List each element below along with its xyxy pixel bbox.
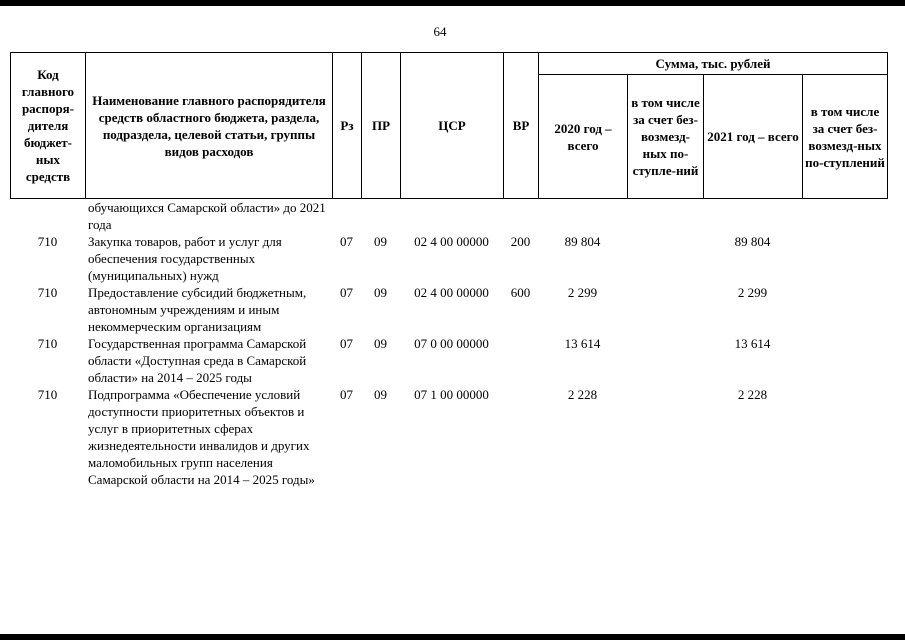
- cell-pr: 09: [374, 234, 387, 249]
- cell-2021-free: [802, 199, 887, 233]
- budget-table: [10, 52, 887, 488]
- header-sum: Сумма, тыс. рублей: [539, 53, 888, 75]
- cell-rz: 07: [340, 285, 353, 300]
- cell-code: [10, 199, 85, 233]
- cell-name: Государственная программа Самарской области «Доступная среда в Самарской области» на 2014 – 2025 годы: [88, 336, 307, 385]
- cell-csr: 07 1 00 00000: [414, 387, 489, 402]
- cell-2021-total: [703, 199, 802, 233]
- header-pr: ПР: [362, 53, 401, 199]
- cell-rz: [332, 199, 361, 233]
- cell-2020-total: 2 299: [567, 285, 598, 300]
- cell-vr: [503, 199, 538, 233]
- cell-2020-total: 13 614: [564, 336, 601, 351]
- cell-2020-free: [627, 335, 703, 386]
- cell-2020-free: [627, 199, 703, 233]
- cell-pr: [361, 199, 400, 233]
- header-name: Наименование главного распорядителя средств областного бюджета, раздела, подраздела, целевой статьи, группы видов расходов: [86, 53, 333, 199]
- cell-pr: 09: [374, 336, 387, 351]
- cell-pr: 09: [374, 285, 387, 300]
- cell-2021-free: [802, 335, 887, 386]
- cell-vr: [503, 386, 538, 488]
- header-vr: ВР: [504, 53, 539, 199]
- cell-2021-free: [802, 284, 887, 335]
- cell-2020-total: 2 228: [567, 387, 598, 402]
- cell-2021-total: 2 299: [737, 285, 768, 300]
- table-body: [10, 199, 887, 488]
- cell-code: 710: [37, 285, 58, 300]
- top-border-bar: [0, 0, 905, 6]
- cell-csr: 07 0 00 00000: [414, 336, 489, 351]
- header-csr: ЦСР: [401, 53, 504, 199]
- cell-2020-free: [627, 284, 703, 335]
- cell-2020-total: 89 804: [564, 234, 601, 249]
- header-2020-free: в том числе за счет без-возмезд-ных по-ступле-ний: [628, 75, 704, 199]
- cell-code: 710: [37, 387, 58, 402]
- cell-code: 710: [37, 336, 58, 351]
- header-2021-free: в том числе за счет без-возмезд-ных по-ступлений: [803, 75, 888, 199]
- cell-vr: 600: [510, 285, 531, 300]
- table-row: [10, 386, 887, 488]
- cell-rz: 07: [340, 336, 353, 351]
- cell-pr: 09: [374, 387, 387, 402]
- table-row: [10, 233, 887, 284]
- cell-name: обучающихся Самарской области» до 2021 года: [88, 200, 326, 232]
- cell-2021-free: [802, 233, 887, 284]
- cell-name: Предоставление субсидий бюджетным, автономным учреждениям и иным некоммерческим организациям: [88, 285, 307, 334]
- cell-name: Закупка товаров, работ и услуг для обеспечения государственных (муниципальных) нужд: [88, 234, 282, 283]
- cell-2021-total: 89 804: [734, 234, 771, 249]
- cell-2021-total: 2 228: [737, 387, 768, 402]
- cell-csr: [400, 199, 503, 233]
- cell-2020-free: [627, 386, 703, 488]
- cell-vr: [503, 335, 538, 386]
- table-row: [10, 284, 887, 335]
- table-row: [10, 335, 887, 386]
- bottom-border-bar: [0, 634, 905, 640]
- page-number: 64: [433, 24, 447, 39]
- cell-2020-free: [627, 233, 703, 284]
- table-row: [10, 199, 887, 233]
- cell-name: Подпрограмма «Обеспечение условий доступности приоритетных объектов и услуг в приоритетных сферах жизнедеятельности инвалидов и других маломобильных групп населения Самарской области на 2014 – 2025 годы»: [88, 387, 315, 487]
- cell-2021-free: [802, 386, 887, 488]
- cell-2021-total: 13 614: [734, 336, 771, 351]
- cell-csr: 02 4 00 00000: [414, 285, 489, 300]
- header-2021-total: 2021 год – всего: [704, 75, 803, 199]
- cell-rz: 07: [340, 234, 353, 249]
- cell-2020-total: [538, 199, 627, 233]
- header-rz: Рз: [333, 53, 362, 199]
- cell-rz: 07: [340, 387, 353, 402]
- header-code: Код главного распоря-дителя бюджет-ных средств: [11, 53, 86, 199]
- header-2020-total: 2020 год – всего: [539, 75, 628, 199]
- cell-vr: 200: [510, 234, 531, 249]
- cell-csr: 02 4 00 00000: [414, 234, 489, 249]
- cell-code: 710: [37, 234, 58, 249]
- table-header: [10, 52, 888, 199]
